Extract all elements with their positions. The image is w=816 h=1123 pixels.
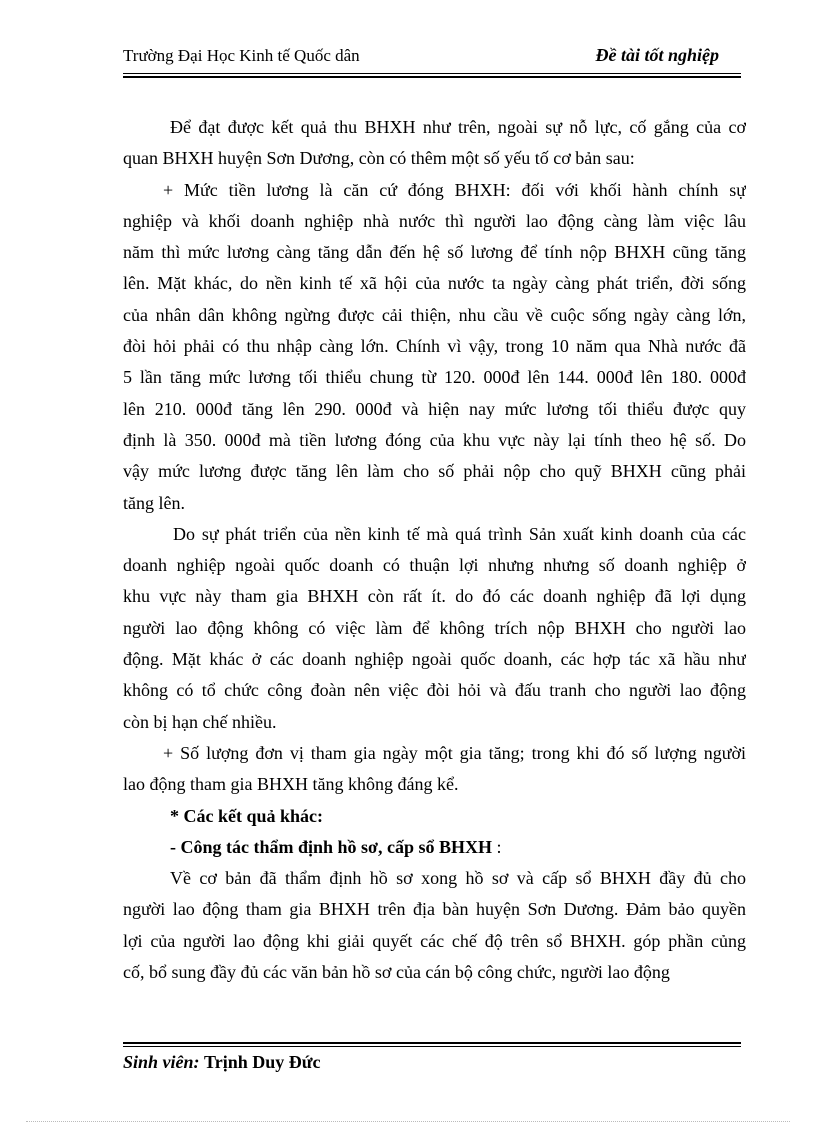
text-line: còn bị hạn chế nhiều.	[123, 711, 277, 732]
section-heading: * Các kết quả khác:	[170, 805, 324, 826]
text-line: khu vực này tham gia BHXH còn rất ít. do đó các doanh nghiệp đã lợi dụng	[123, 586, 746, 607]
text-line: cố, bổ sung đầy đủ các văn bản hồ sơ của cán bộ công chức, người lao động	[123, 962, 670, 983]
text-line: định là 350. 000đ mà tiền lương đóng của khu vực này lại tính theo hệ số. Do	[123, 429, 746, 450]
text-line: lên 210. 000đ tăng lên 290. 000đ và hiện nay mức lương tối thiểu được quy	[123, 398, 746, 419]
page-footer	[123, 1052, 321, 1073]
student-label: Sinh viên:	[123, 1052, 200, 1072]
text-line: doanh nghiệp ngoài quốc doanh có thuận lợi nhưng nhưng số doanh nghiệp ở	[123, 555, 746, 576]
text-line: đòi hỏi phải có thu nhập càng lớn. Chính vì vậy, trong 10 năm qua Nhà nước đã	[123, 336, 746, 357]
text-line: tăng lên.	[123, 492, 185, 513]
text-line: Do sự phát triển của nền kinh tế mà quá trình Sản xuất kinh doanh của các	[173, 523, 746, 544]
text-line: người lao động tham gia BHXH trên địa bàn huyện Sơn Dương. Đảm bảo quyền	[123, 899, 746, 920]
text-line: lao động tham gia BHXH tăng không đáng kể.	[123, 774, 459, 795]
footer-rule-thick	[123, 1042, 741, 1044]
text-line: người lao động không có việc làm để không trích nộp BHXH cho người lao	[123, 617, 746, 638]
university-name: Trường Đại Học Kinh tế Quốc dân	[123, 46, 360, 65]
header-rule-thick	[123, 76, 741, 78]
subsection-heading-text: - Công tác thẩm định hồ sơ, cấp sổ BHXH	[170, 836, 493, 857]
thesis-label: Đề tài tốt nghiệp	[595, 45, 719, 65]
text-line: 5 lần tăng mức lương tối thiểu chung từ 120. 000đ lên 144. 000đ lên 180. 000đ	[123, 367, 746, 388]
page-boundary	[26, 1121, 790, 1122]
text-line: của nhân dân không ngừng được cải thiện, nhu cầu về cuộc sống ngày càng lớn,	[123, 304, 746, 325]
text-line: không có tổ chức công đoàn nên việc đòi hỏi và đấu tranh cho người lao động	[123, 680, 746, 701]
text-line: nghiệp và khối doanh nghiệp nhà nước thì người lao động càng làm việc lâu	[123, 210, 746, 231]
document-body	[123, 112, 746, 988]
text-line: + Mức tiền lương là căn cứ đóng BHXH: đối với khối hành chính sự	[163, 179, 746, 200]
text-line: quan BHXH huyện Sơn Dương, còn có thêm một số yếu tố cơ bản sau:	[123, 148, 635, 169]
subsection-heading	[123, 832, 746, 863]
text-line: động. Mặt khác ở các doanh nghiệp ngoài quốc doanh, các hợp tác xã hầu như	[123, 649, 746, 670]
footer-rule	[123, 1046, 741, 1047]
text-line: lợi của người lao động khi giải quyết các chế độ trên sổ BHXH. góp phần củng	[123, 930, 746, 951]
text-line: lên. Mặt khác, do nền kinh tế xã hội của nước ta ngày càng phát triển, đời sống	[123, 273, 746, 294]
page-header	[123, 44, 741, 68]
text-line: vậy mức lương được tăng lên làm cho số phải nộp cho quỹ BHXH cũng phải	[123, 461, 746, 482]
text-line: + Số lượng đơn vị tham gia ngày một gia tăng; trong khi đó số lượng người	[163, 742, 746, 763]
text-line: năm thì mức lương càng tăng dẫn đến hệ số lương để tính nộp BHXH cũng tăng	[123, 242, 746, 263]
text-line: Để đạt được kết quả thu BHXH như trên, ngoài sự nỗ lực, cố gắng của cơ	[170, 117, 746, 137]
student-name: Trịnh Duy Đức	[204, 1052, 321, 1072]
subsection-heading-colon: :	[492, 836, 502, 857]
header-rule	[123, 73, 741, 74]
text-line: Về cơ bản đã thẩm định hồ sơ xong hồ sơ và cấp sổ BHXH đầy đủ cho	[170, 868, 746, 889]
